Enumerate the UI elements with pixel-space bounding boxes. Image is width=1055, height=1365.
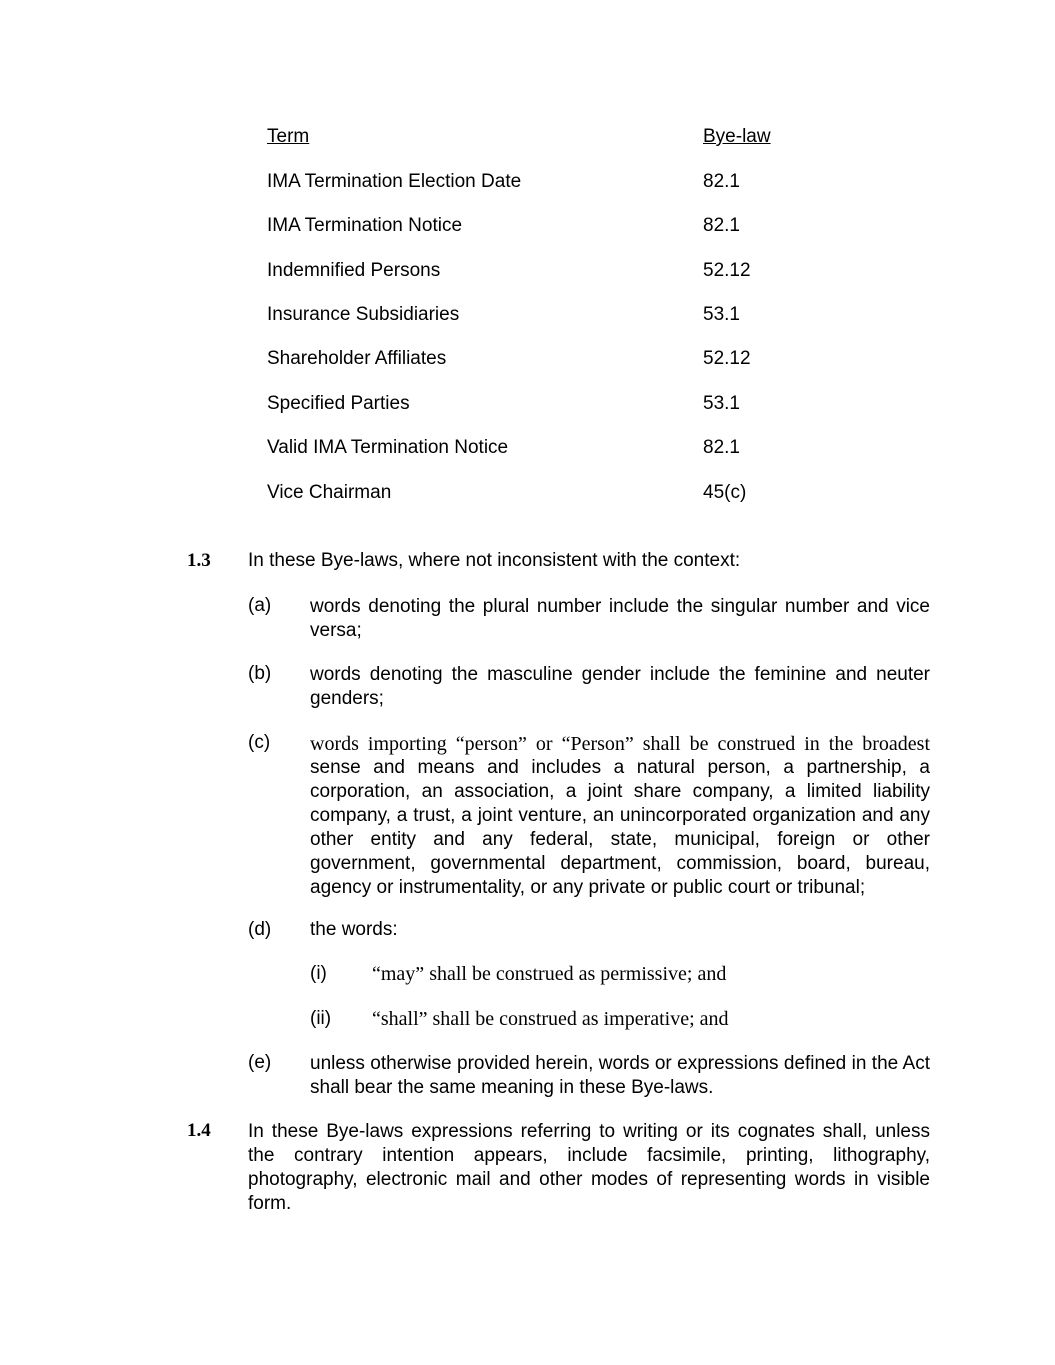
table-row-term: Specified Parties bbox=[267, 393, 410, 414]
subitem-text-ii: “shall” shall be construed as imperative; and bbox=[372, 1008, 729, 1030]
section-number: 1.4 bbox=[187, 1120, 211, 1141]
subitem-label: (ii) bbox=[310, 1008, 332, 1029]
item-label: (e) bbox=[248, 1052, 272, 1073]
item-text-e: unless otherwise provided herein, words or expressions defined in the Act shall bear the same meaning in these Bye-laws. bbox=[310, 1053, 930, 1098]
table-row-term: Vice Chairman bbox=[267, 482, 392, 503]
table-row-byelaw: 52.12 bbox=[703, 260, 751, 281]
item-text-c-rest: sense and means and includes a natural person, a partnership, a corporation, an association, a joint share company, a limited liability company, a trust, a joint venture, an unincorporated organization and any other entity and any federal, state, municipal, foreign or other government, governmental department, commission, board, bureau, agency or instrumentality, or any private or public court or tribunal; bbox=[310, 757, 930, 898]
table-row-byelaw: 53.1 bbox=[703, 393, 740, 414]
table-row-term: IMA Termination Election Date bbox=[267, 171, 522, 192]
item-label: (b) bbox=[248, 663, 272, 684]
section-number: 1.3 bbox=[187, 550, 211, 571]
item-label: (c) bbox=[248, 732, 271, 753]
item-text-c-lead: words importing “person” or “Person” shall be construed in the broadest bbox=[310, 733, 930, 755]
table-row-term: Shareholder Affiliates bbox=[267, 348, 447, 369]
table-row-byelaw: 45(c) bbox=[703, 482, 747, 503]
table-row-byelaw: 82.1 bbox=[703, 437, 740, 458]
item-label: (a) bbox=[248, 595, 272, 616]
item-text-b: words denoting the masculine gender include the feminine and neuter genders; bbox=[310, 664, 930, 709]
subitem-text-i: “may” shall be construed as permissive; and bbox=[372, 963, 727, 985]
table-row-term: Insurance Subsidiaries bbox=[267, 304, 460, 325]
section-text: In these Bye-laws expressions referring to writing or its cognates shall, unless the contrary intention appears, include facsimile, printing, lithography, photography, electronic mail and other modes of representing words in visible form. bbox=[248, 1121, 930, 1214]
table-row-byelaw: 82.1 bbox=[703, 215, 740, 236]
table-row-term: IMA Termination Notice bbox=[267, 215, 463, 236]
table-row-term: Indemnified Persons bbox=[267, 260, 441, 281]
item-text-c bbox=[310, 732, 930, 900]
table-row-term: Valid IMA Termination Notice bbox=[267, 437, 509, 458]
table-row-byelaw: 53.1 bbox=[703, 304, 740, 325]
table-row-byelaw: 82.1 bbox=[703, 171, 740, 192]
item-label: (d) bbox=[248, 919, 272, 940]
table-header-byelaw: Bye-law bbox=[703, 126, 771, 147]
subitem-label: (i) bbox=[310, 963, 327, 984]
item-text-a: words denoting the plural number include the singular number and vice versa; bbox=[310, 596, 930, 641]
section-intro: In these Bye-laws, where not inconsistent with the context: bbox=[248, 550, 741, 571]
item-text-d: the words: bbox=[310, 919, 398, 940]
table-header-term: Term bbox=[267, 126, 310, 147]
table-row-byelaw: 52.12 bbox=[703, 348, 751, 369]
